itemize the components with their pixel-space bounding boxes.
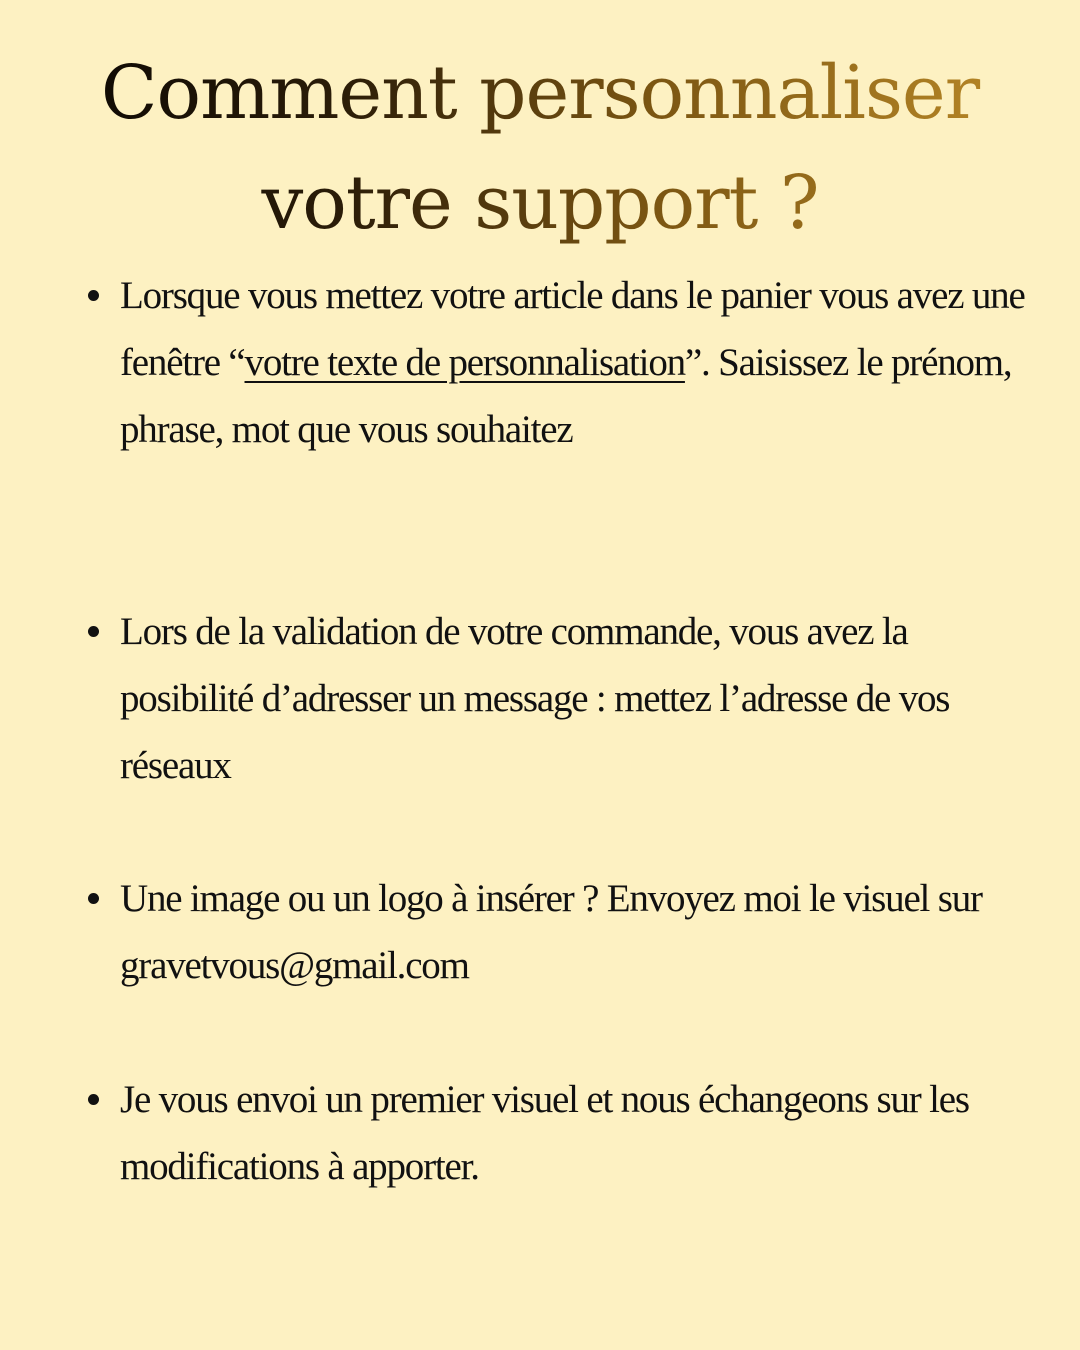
list-item-text-before: Lorsque vous mettez votre article dans le panier vous avez une fenêtre “ [120,274,1025,384]
list-item-text [120,262,1030,463]
list-item-text-after: ”. Saisissez le prénom, phrase, mot que vous souhaitez [120,341,1012,451]
list-item-text: Je vous envoi un premier visuel et nous échangeons sur les modifications à apporter. [120,1078,969,1188]
page-title-line-1: Comment personnaliser [100,50,980,136]
list-item-text: Lors de la validation de votre commande, vous avez la posibilité d’adresser un message : mettez l’adresse de vos réseaux [120,610,950,787]
list-item [80,262,1030,463]
list-item [80,1066,1030,1200]
page-title [0,38,1080,258]
bullet-dot-icon [88,626,99,637]
list-item-text: Une image ou un logo à insérer ? Envoyez moi le visuel sur gravetvous@gmail.com [120,877,982,987]
bullet-dot-icon [88,893,99,904]
bullet-dot-icon [88,1094,99,1105]
list-item [80,865,1030,999]
personalization-text-link[interactable]: votre texte de personnalisation [244,341,685,384]
list-item [80,598,1030,799]
page-title-line-2: votre support ? [261,160,819,246]
bullet-dot-icon [88,290,99,301]
